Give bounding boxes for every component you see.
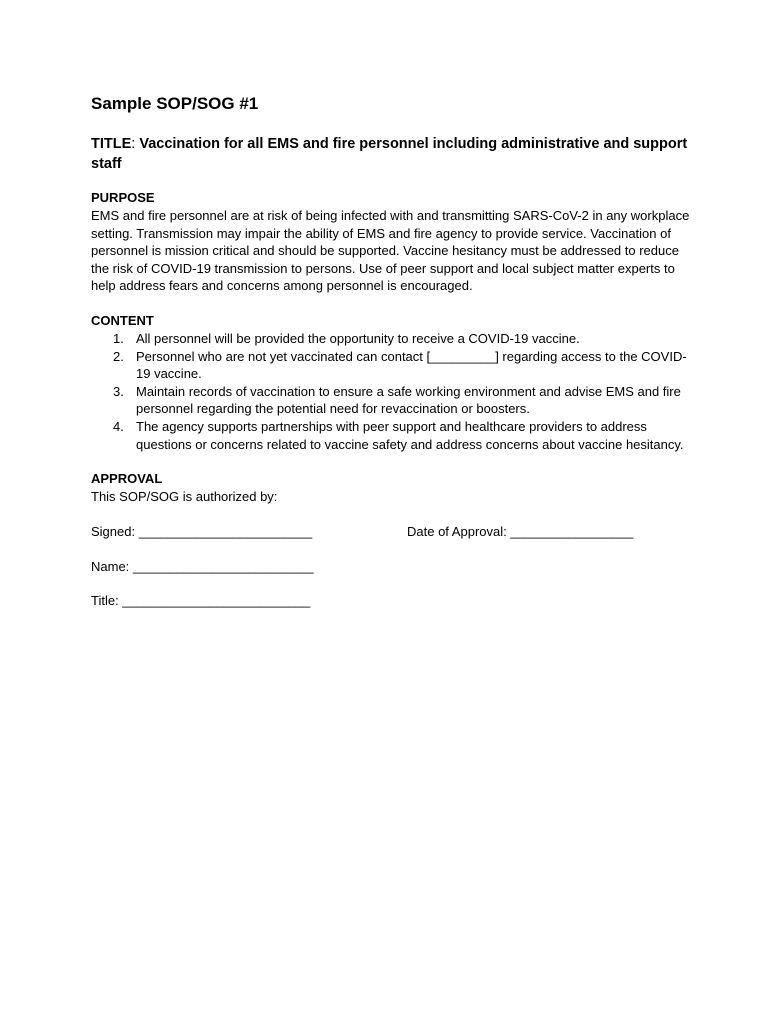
list-item-text: Maintain records of vaccination to ensure a safe working environment and advise EMS and fire personnel regarding the potential need for revaccination or boosters. — [136, 383, 681, 417]
document-title-line — [91, 134, 691, 174]
signature-row — [91, 523, 691, 541]
title-field[interactable]: Title: __________________________ — [91, 593, 311, 609]
purpose-section — [91, 189, 691, 295]
list-item — [91, 383, 691, 418]
content-list — [91, 330, 691, 453]
content-section — [91, 312, 691, 453]
list-item-number: 2. — [113, 348, 124, 364]
name-field[interactable]: Name: _________________________ — [91, 558, 314, 574]
list-item — [91, 418, 691, 453]
signed-field[interactable]: Signed: ________________________ — [91, 523, 313, 539]
list-item-number: 1. — [113, 330, 124, 346]
title-text: Vaccination for all EMS and fire personnel including administrative and support staff — [91, 136, 688, 172]
document-heading: Sample SOP/SOG #1 — [91, 94, 259, 113]
list-item-number: 3. — [113, 383, 124, 399]
list-item-text: The agency supports partnerships with peer support and healthcare providers to address questions or concerns related to vaccine safety and address concerns about vaccine hesitancy. — [136, 418, 684, 452]
content-heading: CONTENT — [91, 312, 154, 328]
date-of-approval-field[interactable]: Date of Approval: _________________ — [407, 523, 634, 539]
approval-section — [91, 470, 691, 610]
title-colon: : — [131, 136, 136, 152]
title-label: TITLE — [91, 136, 132, 152]
purpose-heading: PURPOSE — [91, 190, 155, 205]
list-item — [91, 348, 691, 383]
approval-heading: APPROVAL — [91, 471, 163, 487]
list-item-text: All personnel will be provided the opportunity to receive a COVID-19 vaccine. — [136, 330, 580, 346]
purpose-text: EMS and fire personnel are at risk of being infected with and transmitting SARS-CoV-2 in any workplace setting. Transmission may impair the ability of EMS and fire agency to provide service. Vaccination of personnel is mission critical and should be supported. Vaccine hesitancy must be addressed to reduce the risk of COVID-19 transmission to persons. Use of peer support and local subject matter experts to help address fears and concerns among personnel is encouraged. — [91, 208, 690, 294]
list-item-text: Personnel who are not yet vaccinated can contact [_________] regarding access to the COVID-19 vaccine. — [136, 348, 687, 382]
approval-text: This SOP/SOG is authorized by: — [91, 489, 278, 505]
list-item — [91, 330, 691, 348]
document-body — [91, 93, 691, 610]
list-item-number: 4. — [113, 418, 124, 434]
